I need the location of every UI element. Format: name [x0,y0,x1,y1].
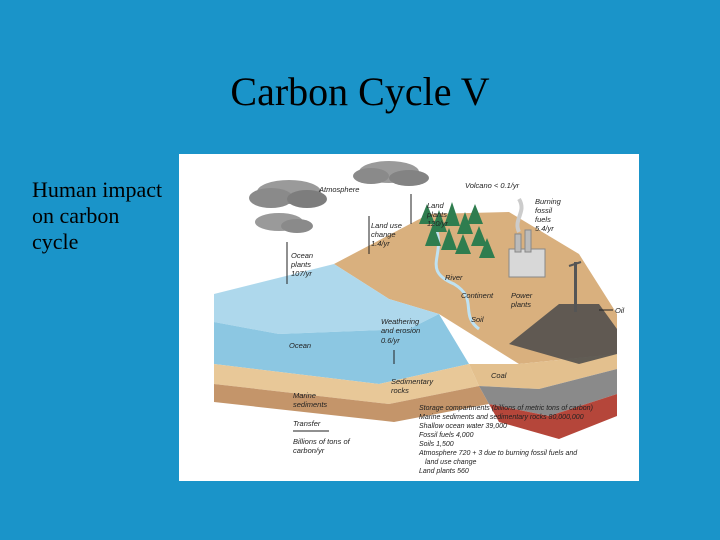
label-land-use-2: change [371,230,396,239]
label-ocean-plants-3: 107/yr [291,269,312,278]
carbon-cycle-diagram [179,154,639,481]
label-soil: Soil [471,315,484,324]
label-burning-4: 5.4/yr [535,224,554,233]
label-ocean: Ocean [289,341,312,350]
label-oil: Oil [615,306,625,315]
label-coal: Coal [491,371,507,380]
label-land-use-1: Land use [371,221,402,230]
cloud-lower-icon [255,213,313,233]
label-transfer: Transfer [293,419,321,428]
label-land-use-3: 1.4/yr [371,239,390,248]
label-land-plants-3: 120/yr [427,219,448,228]
cloud-middle-icon [353,161,429,186]
label-weathering-3: 0.6/yr [381,336,400,345]
label-ocean-plants-2: plants [291,260,312,269]
label-marine-2: sediments [293,400,328,409]
label-sed-rocks-1: Sedimentary [391,377,434,386]
label-river: River [445,273,463,282]
label-continent: Continent [461,291,494,300]
label-volcano: Volcano < 0.1/yr [465,181,520,190]
storage-item-3: Fossil fuels 4,000 [419,432,474,439]
label-burning-1: Burning [535,197,561,206]
label-weathering-1: Weathering [381,317,420,326]
side-text-line-1: Human impact [32,177,163,202]
label-atmosphere: Atmosphere [319,185,360,194]
cloud-left-icon [249,180,327,208]
label-sed-rocks-2: rocks [391,386,409,395]
label-burning-3: fuels [535,215,551,224]
label-land-plants-1: Land [427,201,444,210]
storage-item-6: land use change [425,459,477,466]
label-burning-2: fossil [535,206,553,215]
label-marine-1: Marine [293,391,316,400]
side-text [32,177,182,255]
side-text-line-2: on carbon [32,203,120,228]
storage-item-2: Shallow ocean water 39,000 [419,423,507,430]
label-ocean-plants-1: Ocean [291,251,314,260]
storage-item-7: Land plants 560 [419,468,469,475]
storage-item-1: Marine sediments and sedimentary rocks 80,000,000 [419,414,584,421]
storage-item-4: Soils 1,500 [419,441,454,448]
storage-item-5: Atmosphere 720 + 3 due to burning fossil fuels and [419,450,578,457]
label-billions-1: Billions of tons of [293,437,350,446]
side-text-line-3: cycle [32,229,79,254]
label-power-plants-2: plants [511,300,532,309]
label-land-plants-2: plants [427,210,448,219]
label-billions-2: carbon/yr [293,446,325,455]
label-power-plants-1: Power [511,291,533,300]
label-weathering-2: and erosion [381,326,421,335]
storage-heading: Storage compartments (billions of metric tons of carbon) [419,405,593,412]
slide-title: Carbon Cycle V [230,69,490,114]
